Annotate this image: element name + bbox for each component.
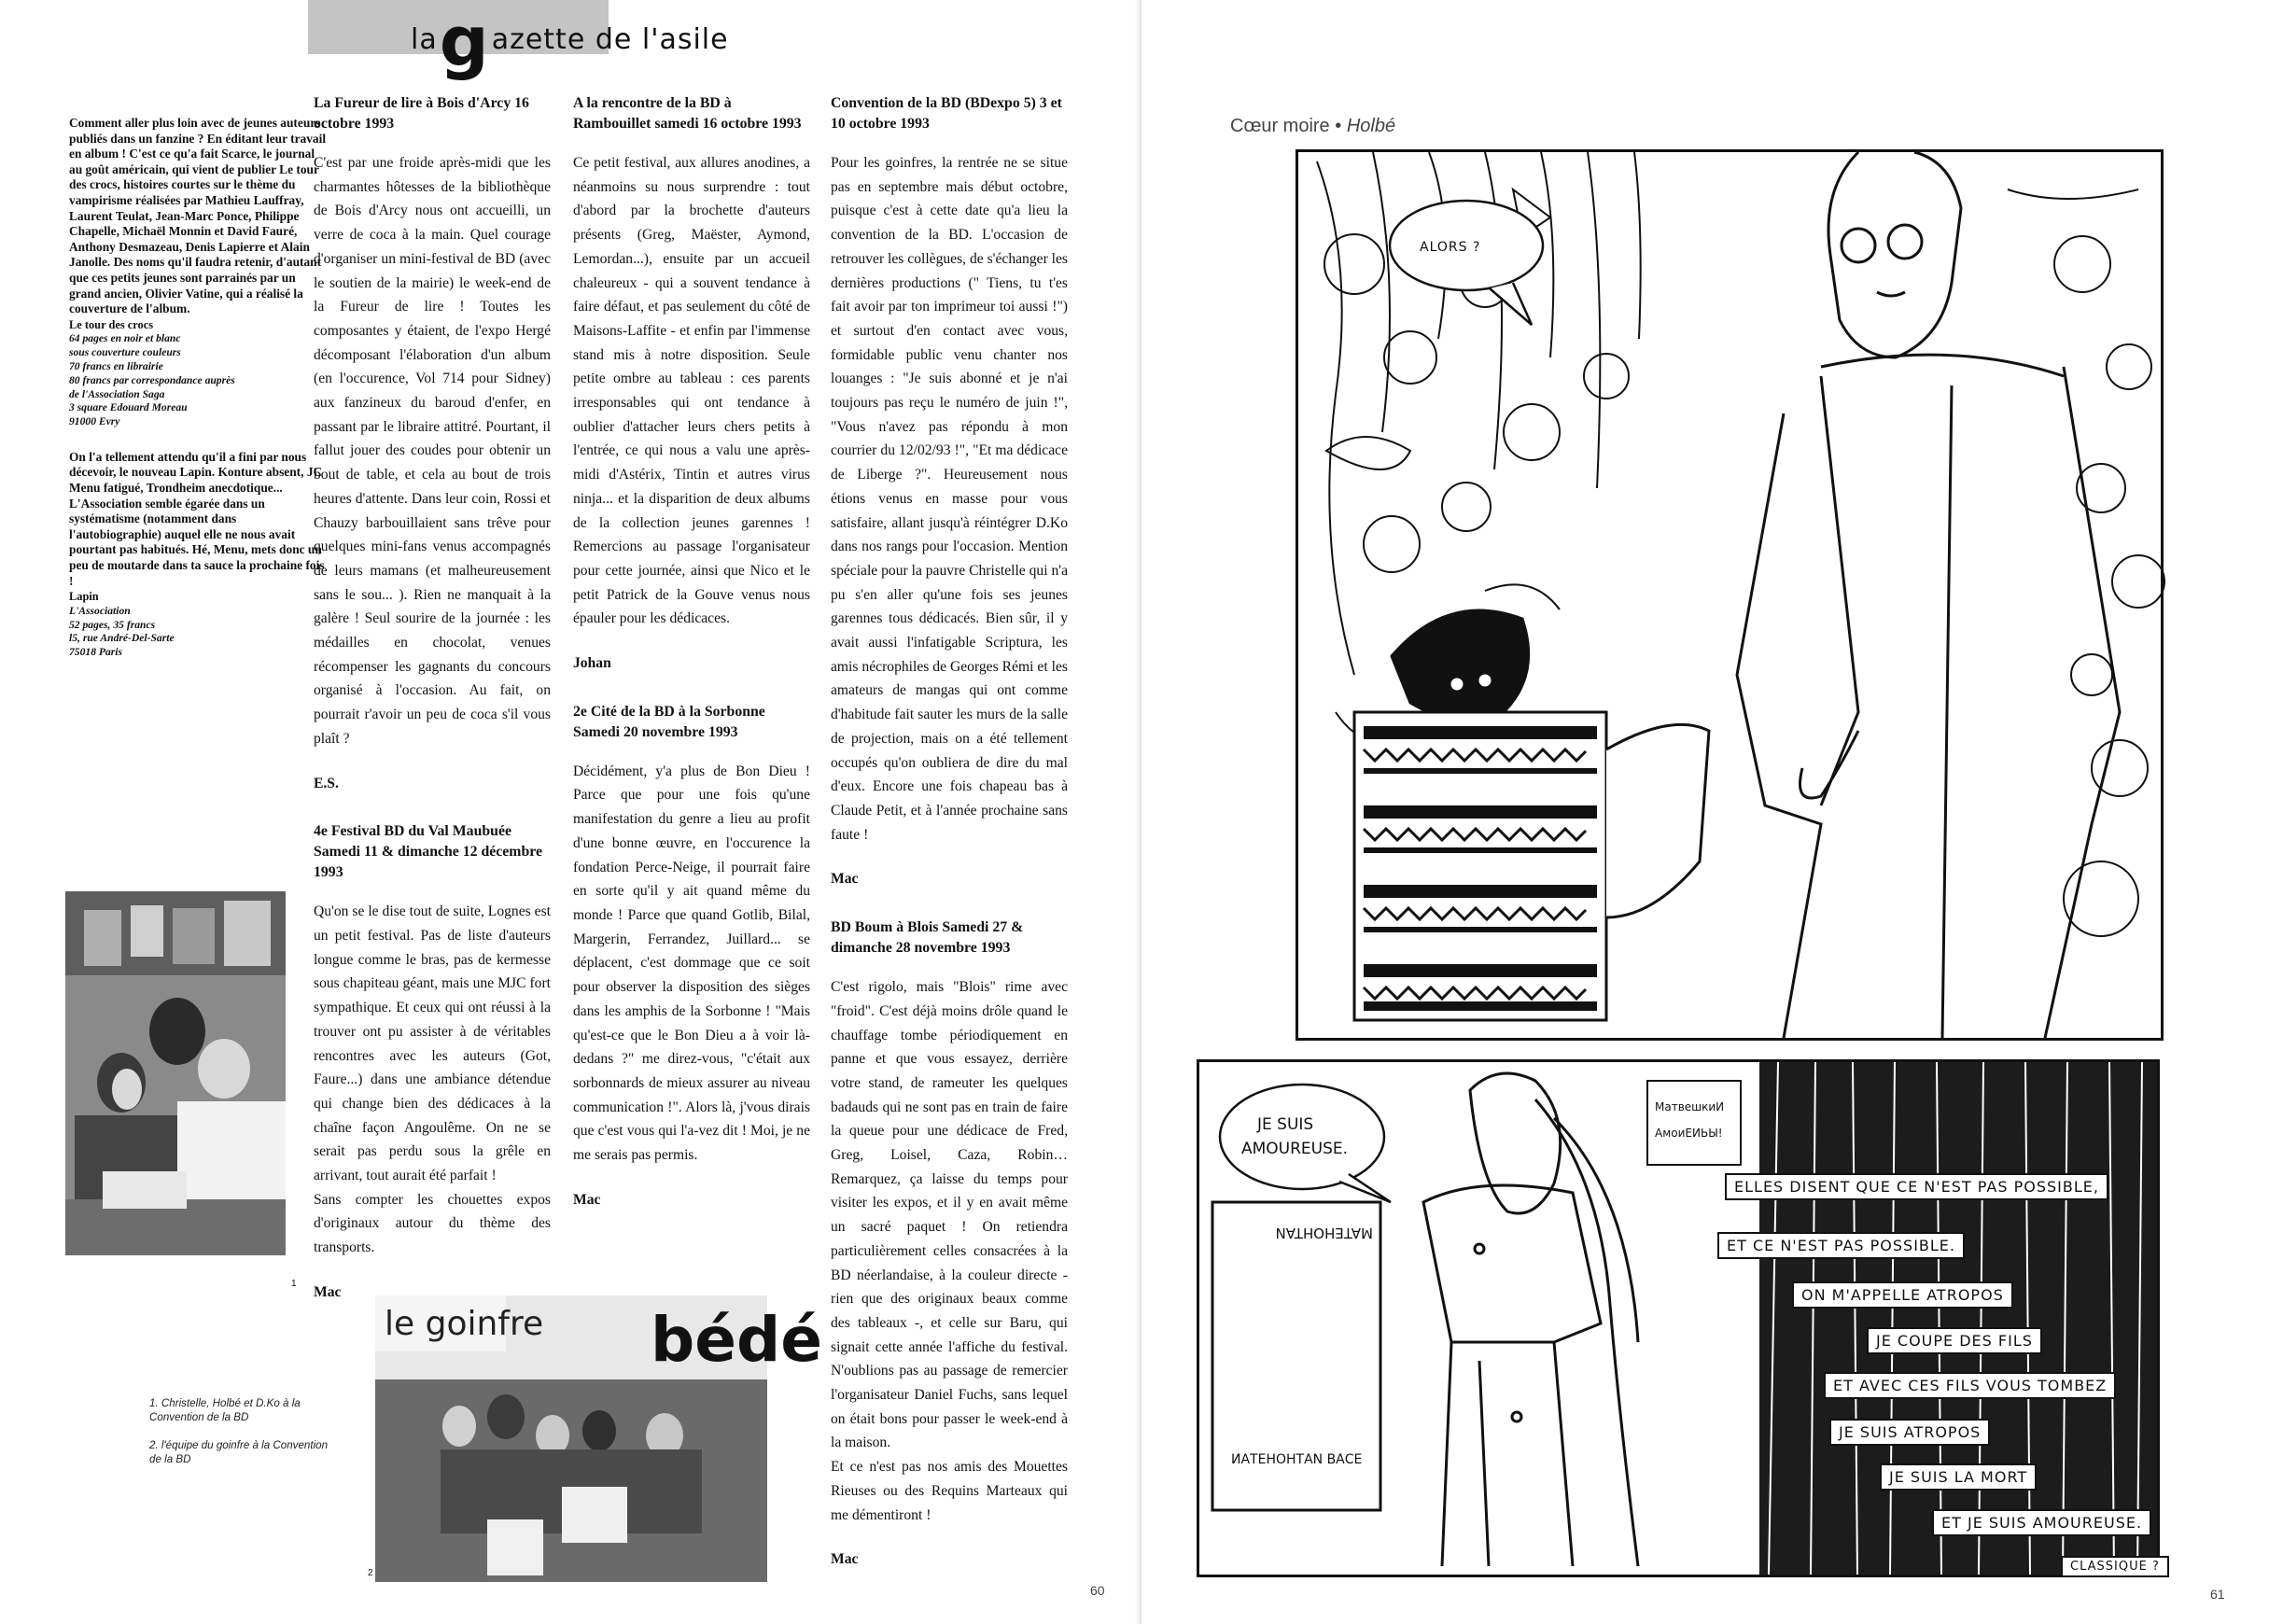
patterned-sweater — [1354, 712, 1606, 1020]
photo-caption: 1. Christelle, Holbé et D.Ko à la Convention de la BD — [149, 1397, 301, 1423]
credit-line: 64 pages en noir et blanc — [69, 332, 181, 345]
article-signature: Mac — [314, 1283, 342, 1300]
article-title: A la rencontre de la BD à Rambouillet samedi 16 octobre 1993 — [573, 95, 802, 132]
article-signature: Mac — [831, 1551, 859, 1568]
article-body: Pour les goinfres, la rentrée ne se situe pas en septembre mais début octobre, puisque c'est à cette date qu'a lieu la convention de la BD. L'occasion de retrouver les collègues, de s'échanger les dernières productions (" Tiens, tu t'es fait avoir par ton imprimeur toi aussi !") et surtout d'en contact avec vous, formidable public venu chanter nos louanges : "Je suis abonné et je n'ai toujours pas reçu le numéro de juin !", "Vous n'avez pas répondu à mon courrier du 12/02/93 !", "Et ma dédicace de Liberge ?". Heureusement nous étions venus en masse pour vous satisfaire, allant jusqu'à réintégrer D.Ko dans nos rangs pour l'occasion. Mention spéciale pour la pauvre Christelle qui n'a pu s'en aller qu'une fois ses jeunes garennes tous dédicacés. Bien sûr, il y avait aussi l'infatigable Scriptura, les amis nécrophiles de Georges Rémi et les amateurs de mangas qui ont comme d'habitude fait sauter les murs de la salle de projection, mais on a été tellement occupés qu'on oubliera de dire du mal d'eux. Encore une fois chapeau bas à Claude Petit, et à l'année prochaine sans faute ! — [831, 155, 1068, 843]
article-column-3 — [831, 93, 1068, 1598]
article-body: Ce petit festival, aux allures anodines, a néanmoins su nous surprendre : tout d'abord par la brochette d'auteurs présents (Greg, Maëster, Aymond, Lemordan...), ensuite par un accueil chaleureux - qui a souvent tendance à faire défaut, et pas seulement du côté de Maisons-Laffite - et enfin par l'immense stand mis à notre disposition. Seule petite ombre au tableau : ces parents irresponsables qui ont tendance à oublier d'attacher leurs chers petits à l'entrée, ce qui nous a valu une après-midi d'Astérix, Tintin et autres virus ninja... et la disparition de deux albums de la collection jeunes garennes ! Remercions au passage l'organisateur pour cette journée, ainsi que Nico et le petit Patrick de la Gouve venus nous épauler pour les dédicaces. — [573, 155, 810, 627]
narration-box: JE SUIS ATROPOS — [1829, 1419, 1990, 1446]
article-title: BD Boum à Blois Samedi 27 & dimanche 28 novembre 1993 — [831, 919, 1024, 957]
poster-line-2: АмоиЕИЬЫ! — [1655, 1127, 1723, 1140]
comic-title — [1230, 116, 1395, 137]
credit-line: 91000 Evry — [69, 415, 120, 428]
photo-illustration — [375, 1295, 823, 1582]
article-signature: E.S. — [314, 775, 339, 791]
article-body: Décidément, y'a plus de Bon Dieu ! Parce que pour une fois qu'une manifestation du genre a lieu au profit d'une bonne œuvre, en l'occurence la fondation Perce-Neige, il pourrait faire en sorte qu'il y ait quand même du monde ! Parce que quand Gotlib, Bilal, Margerin, Ferrandez, Juillard... se déplacent, c'est dommage que ce soit pour observer la disposition des sièges dans les amphis de la Sorbonne ! "Mais qu'est-ce que le Bon Dieu a à voir là-dedans ?" me direz-vous, "c'était aux sorbonnards de mieux assurer au niveau communication !". Alors là, j'vous dirais que c'est vous qui l'a-vez dit ! Moi, je ne me serais pas permis. — [573, 763, 810, 1164]
article-title: Convention de la BD (BDexpo 5) 3 et 10 octobre 1993 — [831, 95, 1062, 132]
comic-title-separator: • — [1335, 116, 1342, 136]
narration-box: ON M'APPELLE ATROPOS — [1792, 1281, 2013, 1309]
article-body: C'est rigolo, mais "Blois" rime avec "froid". C'est déjà moins drôle quand le chauffage tombe périodiquement en panne et que vous essayez, derrière votre stand, de rameuter les quelques badauds qui ne sont pas en train de faire la queue pour une dédicace de Fred, Greg, Loisel, Caza, Robin… Remarquez, ça laisse du temps pour visiter les expos, et il y en avait même un sacré paquet ! On retiendra particulièrement celles consacrées à la BD néerlandaise, à la couleur directe - rien que des originaux beaux comme des tableaux -, et celle sur Baru, qui signait cette année l'affiche du festival. N'oublions pas au passage de remercier l'organisateur Daniel Fuchs, sans lequel on était bons pour passer le week-end à la maison. — [831, 979, 1068, 1451]
article-body: Qu'on se le dise tout de suite, Lognes est un petit festival. Pas de liste d'auteurs longue comme le bras, pas de kermesse sous chapiteau géant, mais une MJC fort sympathique. Et ceux qui ont réussi à la trouver ont pu assister à de véritables rencontres avec les auteurs (Got, Faure...) dans une ambiance détendue qui change bien des dédicaces à la chaîne façon Angoulême. On ne se serait pas perdu sous la grêle en arrivant, tout aurait été parfait ! — [314, 903, 551, 1184]
reversed-sign-bottom: ИАТЕНОНТАN ВАСЕ — [1231, 1452, 1363, 1467]
article-signature: Mac — [831, 871, 859, 888]
narration-box: JE COUPE DES FILS — [1867, 1327, 2042, 1354]
sidebar-reviews — [69, 116, 327, 660]
article-body: Sans compter les chouettes expos d'originaux autour du thème des transports. — [314, 1191, 551, 1256]
reversed-sign-top: MATEHOHTAN — [1275, 1225, 1373, 1241]
review-credits — [69, 605, 327, 660]
narration-box: JE SUIS LA MORT — [1880, 1463, 2037, 1491]
header-suffix: de l'asile — [595, 23, 729, 56]
credit-line: 3 square Edouard Moreau — [69, 401, 188, 414]
credit-line: L'Association — [69, 604, 131, 617]
article-signature: Johan — [573, 655, 611, 672]
header-rest: azette — [491, 23, 586, 56]
photo-captions — [149, 1397, 336, 1481]
article-body: C'est par une froide après-midi que les charmantes hôtesses de la bibliothèque de Bois d'Arcy nous ont accueilli, un verre de coca à la main. Quel courage d'organiser un mini-festival de BD (avec le soutien de la mairie) le week-end de la Fureur de lire ! Toutes les composantes y étaient, de l'expo Hergé décomposant l'élaboration d'un album (en l'occurence, Vol 714 pour Sidney) aux fanzineux du baroud d'enfer, en passant par le libraire attitré. Pourtant, il fallut jouer des coudes pour obtenir un bout de table, et cela au bout de trois heures d'attente. Dans leur coin, Rossi et Chauzy barbouillaient sans trêve pour quelques mini-fans venus accompagnés de leurs mamans (et malheureusement sans le sou... ). Rien ne manquait à la galère ! Seul sourire de la journée : les médailles en chocolat, venues récompenser les gagnants du concours organisé à l'occasion. Au fait, on pourrait r'avoir un peu de coca s'il vous plaît ? — [314, 155, 551, 747]
article-column-1 — [314, 93, 551, 1331]
credit-line: 80 francs par correspondance auprès — [69, 373, 235, 386]
comic-author: Holbé — [1346, 116, 1396, 136]
review-credit-title: Le tour des crocs — [69, 317, 154, 331]
photo-number: 1 — [291, 1279, 297, 1289]
article-title: 4e Festival BD du Val Maubuée Samedi 11 & dimanche 12 décembre 1993 — [314, 823, 542, 881]
header-prefix: la — [411, 23, 438, 56]
photo-goinfre-team — [375, 1295, 823, 1582]
narration-box: ET JE SUIS AMOUREUSE. — [1932, 1509, 2151, 1536]
photo-sign-goinfre: le goinfre — [385, 1305, 544, 1343]
photo-convention-signing — [65, 891, 286, 1255]
narration-box: ET CE N'EST PAS POSSIBLE. — [1717, 1232, 1965, 1259]
article-body: Et ce n'est pas nos amis des Mouettes Rieuses ou des Requins Marteaux qui me démentiront ! — [831, 1459, 1068, 1523]
review-lapin: On l'a tellement attendu qu'il a fini par nous décevoir, le nouveau Lapin. Konture absent, JC Menu fatigué, Trondheim anecdotique... L'Association semble égarée dans un systématisme (notamment dans l'autobiographie) auquel elle ne nous avait pourtant pas habitués. Hé, Menu, mets donc un peu de moutarde dans ta sauce la prochaine fois ! — [69, 449, 325, 588]
photo-caption: 2. l'équipe du goinfre à la Convention de la BD — [149, 1439, 329, 1465]
comic-panel-bottom — [1197, 1059, 2160, 1577]
review-tour-des-crocs: Comment aller plus loin avec de jeunes auteurs publiés dans un fanzine ? En éditant leur travail en album ! C'est ce qu'a fait Scarce, le journal au goût américain, qui vient de publier Le tour des crocs, histoires courtes sur le thème du vampirisme réalisées par Mathieu Lauffray, Laurent Teulat, Jean-Marc Ponce, Philippe Chapelle, Michaël Monnin et David Fauré, Anthony Desmazeau, Denis Lapierre et Alain Janolle. Des noms qu'il faudra retenir, d'autant que ces petits jeunes sont parrainés par un grand ancien, Olivier Vatine, qui a réalisé la couverture de l'album. — [69, 116, 327, 316]
comic-drawing-bottom — [1199, 1062, 2157, 1575]
credit-line: de l'Association Saga — [69, 387, 165, 400]
comic-panel-top — [1296, 149, 2164, 1041]
comic-title-text: Cœur moire — [1230, 116, 1330, 136]
article-signature: Mac — [573, 1191, 601, 1208]
photo-sign-bede: bédé — [651, 1304, 823, 1376]
comic-drawing-top — [1298, 152, 2161, 1038]
credit-line: 52 pages, 35 francs — [69, 618, 156, 631]
page-number-left: 60 — [1090, 1583, 1105, 1598]
speech-balloon-line2: AMOUREUSE. — [1241, 1140, 1349, 1158]
article-title: La Fureur de lire à Bois d'Arcy 16 octobre 1993 — [314, 95, 529, 132]
photo-number: 2 — [368, 1568, 373, 1578]
closing-box: CLASSIQUE ? — [2061, 1556, 2169, 1577]
article-column-2 — [573, 93, 810, 1238]
header-big-letter: g — [439, 2, 490, 82]
review-credits — [69, 332, 327, 429]
narration-box: ET AVEC CES FILS VOUS TOMBEZ — [1824, 1372, 2116, 1399]
article-title: 2e Cité de la BD à la Sorbonne Samedi 20 novembre 1993 — [573, 703, 765, 740]
credit-line: 75018 Paris — [69, 646, 123, 659]
photo-illustration — [65, 891, 286, 1255]
speech-balloon-alors: ALORS ? — [1420, 240, 1481, 255]
poster-line-1: МатвешкиИ — [1655, 1100, 1725, 1113]
magazine-header — [411, 2, 729, 82]
credit-line: sous couverture couleurs — [69, 346, 181, 359]
narration-box: ELLES DISENT QUE CE N'EST PAS POSSIBLE, — [1725, 1173, 2108, 1200]
credit-line: l5, rue André-Del-Sarte — [69, 632, 175, 645]
review-credit-title: Lapin — [69, 590, 99, 604]
page-number-right: 61 — [2210, 1587, 2225, 1602]
credit-line: 70 francs en librairie — [69, 359, 163, 372]
speech-balloon-line1: JE SUIS — [1257, 1115, 1314, 1134]
